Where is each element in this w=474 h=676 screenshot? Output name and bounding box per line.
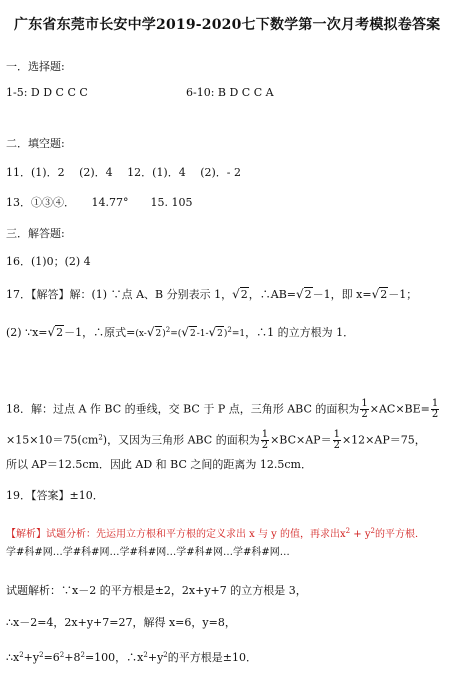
- formula-part: +y: [147, 651, 164, 664]
- solution-step: ∴x－2=4，2x+y+7=27，解得 x=6，y=8，: [6, 616, 236, 629]
- formula-part: =6: [43, 651, 60, 664]
- fraction: [360, 399, 368, 420]
- solution-explanation: 试题解析：∵x－2 的平方根是±2，2x+y+7 的立方根是 3，: [6, 584, 307, 597]
- fill-answers-13-15: 13．①③④． 14.77° 15. 105: [6, 196, 193, 209]
- fill-answers-11-12: 11．(1)．2 (2)．4 12．(1)．4 (2)．- 2: [6, 166, 242, 179]
- numerator: 1: [361, 398, 368, 409]
- analysis-text: 【解析】试题分析：先运用立方根和平方根的定义求出 x 与 y 的值，再求出: [6, 529, 341, 540]
- expr-part: -1-: [196, 329, 209, 339]
- sqrt-radicand: 2: [380, 288, 388, 301]
- numerator: 1: [333, 429, 340, 440]
- formula-part: x: [137, 651, 144, 664]
- sqrt-radicand: 2: [304, 288, 312, 301]
- answer-17-2-text-b: －1，∴原式=: [64, 326, 136, 339]
- answer-18-line3: 所以 AP＝12.5cm．因此 AD 和 BC 之间的距离为 12.5cm．: [6, 458, 312, 471]
- analysis-var: + y: [350, 529, 371, 540]
- formula-part: +8: [64, 651, 81, 664]
- answer-18-text-b: ×AC×BE=: [369, 402, 430, 416]
- answer-17-text-b: ，∴AB=: [248, 288, 296, 301]
- exponent: 2: [370, 527, 375, 535]
- answer-18-text-e: ×BC×AP＝: [270, 433, 332, 447]
- answer-18-text-d: )，又因为三角形 ABC 的面积为: [102, 433, 260, 447]
- exponent: 2: [345, 527, 351, 535]
- fraction: [431, 399, 439, 420]
- expr-part: (x-: [135, 329, 147, 339]
- sqrt-icon: √: [296, 287, 304, 301]
- answer-19: 19．【答案】±10．: [6, 489, 104, 502]
- watermark-text: 学#科#网…学#科#网…学#科#网…学#科#网…学#科#网…: [6, 547, 290, 558]
- expr-part: (: [177, 329, 182, 339]
- sqrt-icon: √: [181, 325, 189, 339]
- answer-18-text-f: ×12×AP＝75，: [341, 433, 426, 447]
- sqrt-icon: √: [208, 325, 217, 339]
- answer-17-text-d: －1；: [388, 288, 418, 301]
- sqrt-radicand: 2: [155, 326, 163, 341]
- section-multiple-choice-heading: 一．选择题:: [6, 60, 65, 73]
- page-title: 广东省东莞市长安中学2019-2020七下数学第一次月考模拟卷答案: [14, 17, 441, 33]
- sqrt-icon: √: [371, 287, 380, 301]
- denominator: 2: [261, 440, 269, 451]
- exponent: 2: [143, 651, 148, 659]
- sqrt-radicand: 2: [189, 326, 197, 341]
- expr-part: =: [170, 329, 178, 339]
- fraction: [333, 430, 341, 451]
- fraction: [261, 430, 269, 451]
- answer-18-text-c: ×15×10＝75(cm: [6, 433, 99, 447]
- section-solution-heading: 三．解答题:: [6, 227, 65, 240]
- sqrt-radicand: 2: [240, 288, 248, 301]
- answer-18-text-a: 18．解：过点 A 作 BC 的垂线，交 BC 于 P 点，三角形 ABC 的面积为: [6, 402, 360, 416]
- exponent: 2: [227, 326, 232, 334]
- analysis-text-end: 的平方根．: [374, 529, 425, 540]
- answer-17-part2: [6, 323, 354, 341]
- answer-18-line2: [6, 430, 426, 451]
- numerator: 1: [431, 398, 439, 409]
- answer-16: 16．(1)0；(2) 4: [6, 255, 91, 268]
- formula-part: 的平方根是±10．: [167, 651, 257, 664]
- formula-part: =100，∴: [84, 651, 138, 664]
- exponent: 2: [59, 651, 65, 659]
- answer-18-line1: [6, 399, 440, 420]
- answer-17-text-c: －1，即 x=: [312, 288, 372, 301]
- formula-part: ∴x: [6, 651, 20, 664]
- numerator: 1: [261, 429, 269, 440]
- denominator: 2: [431, 409, 439, 420]
- sqrt-radicand: 2: [216, 326, 224, 341]
- expr-part: =1: [231, 329, 246, 339]
- sqrt-radicand: 2: [56, 326, 64, 339]
- mc-answers-1-5: 1-5: D D C C C: [6, 86, 88, 99]
- exponent: 2: [98, 433, 103, 442]
- section-fill-blank-heading: 二．填空题:: [6, 137, 65, 150]
- sqrt-icon: √: [146, 325, 155, 339]
- analysis-note: [6, 524, 425, 542]
- answer-17-2-text-c: ，∴1 的立方根为 1．: [245, 326, 355, 339]
- solution-conclusion: [6, 648, 257, 665]
- expr-part: ): [223, 329, 228, 339]
- exponent: 2: [163, 651, 168, 659]
- answer-17-text-a: 17．【解答】解：(1) ∵点 A、B 分别表示 1，: [6, 288, 233, 301]
- denominator: 2: [361, 409, 368, 420]
- exponent: 2: [19, 651, 24, 659]
- analysis-var: x: [340, 529, 346, 540]
- expr-part: ): [162, 329, 166, 339]
- sqrt-icon: √: [47, 325, 56, 339]
- exponent: 2: [165, 326, 171, 334]
- sqrt-icon: √: [232, 287, 240, 301]
- denominator: 2: [333, 440, 340, 451]
- answer-17-part1: [6, 287, 417, 302]
- formula-part: +y: [23, 651, 40, 664]
- exponent: 2: [39, 651, 44, 659]
- answer-17-2-text-a: (2) ∵x=: [6, 326, 48, 339]
- mc-answers-6-10: 6-10: B D C C A: [186, 86, 274, 99]
- exponent: 2: [80, 651, 85, 659]
